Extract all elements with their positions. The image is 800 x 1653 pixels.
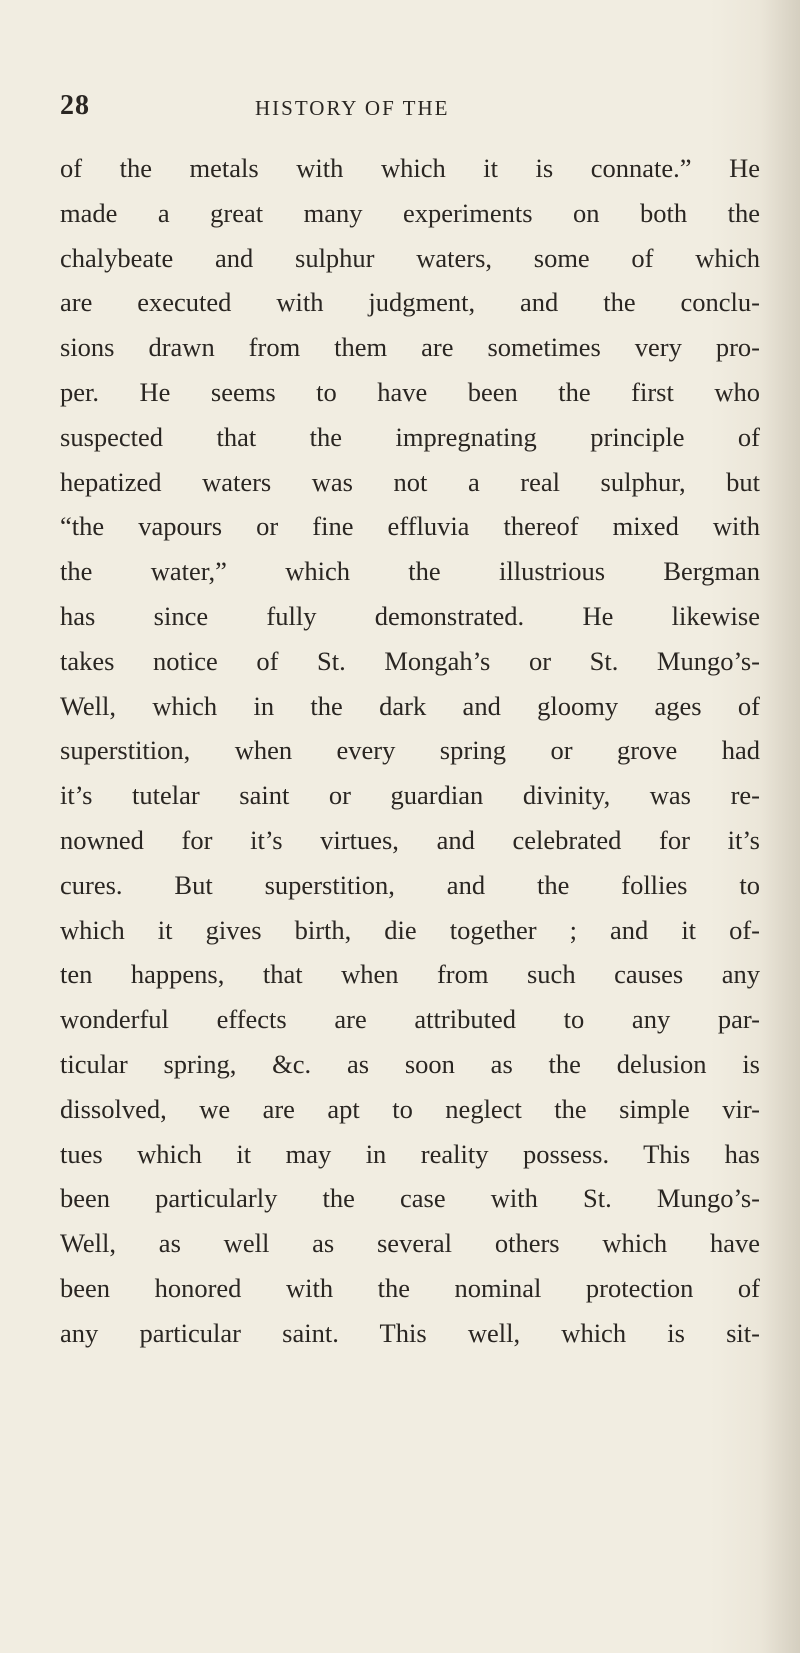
text-line: dissolved, we are apt to neglect the simple vir- bbox=[60, 1093, 760, 1124]
text-line: has since fully demonstrated. He likewise bbox=[60, 600, 760, 631]
text-line: ticular spring, &c. as soon as the delusion is bbox=[60, 1048, 760, 1079]
text-line: of the metals with which it is connate.” He bbox=[60, 153, 760, 183]
text-line: wonderful effects are attributed to any par- bbox=[60, 1004, 760, 1035]
text-line: any particular saint. This well, which is sit- bbox=[60, 1317, 760, 1348]
text-line: made a great many experiments on both the bbox=[60, 197, 760, 228]
text-line: takes notice of St. Mongah’s or St. Mungo’s- bbox=[60, 645, 760, 676]
text-line: been honored with the nominal protection of bbox=[60, 1272, 760, 1303]
text-line: per. He seems to have been the first who bbox=[60, 376, 760, 407]
text-line: cures. But superstition, and the follies to bbox=[60, 869, 760, 900]
text-line: suspected that the impregnating principle of bbox=[60, 421, 760, 452]
text-line: which it gives birth, die together ; and it of- bbox=[60, 914, 760, 945]
text-line: tues which it may in reality possess. This has bbox=[60, 1138, 760, 1169]
text-line: Well, which in the dark and gloomy ages of bbox=[60, 690, 760, 721]
text-line: been particularly the case with St. Mungo’s- bbox=[60, 1183, 760, 1214]
page-header bbox=[60, 88, 760, 128]
text-line: sions drawn from them are sometimes very pro- bbox=[60, 332, 760, 363]
text-line: hepatized waters was not a real sulphur, but bbox=[60, 466, 760, 497]
text-line: superstition, when every spring or grove had bbox=[60, 735, 760, 766]
page-number: 28 bbox=[60, 90, 90, 121]
text-line: the water,” which the illustrious Bergman bbox=[60, 556, 760, 587]
text-line: “the vapours or fine effluvia thereof mixed with bbox=[60, 511, 760, 542]
text-line: ten happens, that when from such causes any bbox=[60, 959, 760, 990]
text-line: chalybeate and sulphur waters, some of which bbox=[60, 242, 760, 273]
text-line: it’s tutelar saint or guardian divinity, was re- bbox=[60, 780, 760, 811]
text-line: nowned for it’s virtues, and celebrated for it’s bbox=[60, 824, 760, 855]
running-head: HISTORY OF THE bbox=[255, 96, 450, 120]
text-line: Well, as well as several others which have bbox=[60, 1228, 760, 1259]
body-text bbox=[60, 146, 760, 1356]
text-line: are executed with judgment, and the conclu- bbox=[60, 287, 760, 318]
